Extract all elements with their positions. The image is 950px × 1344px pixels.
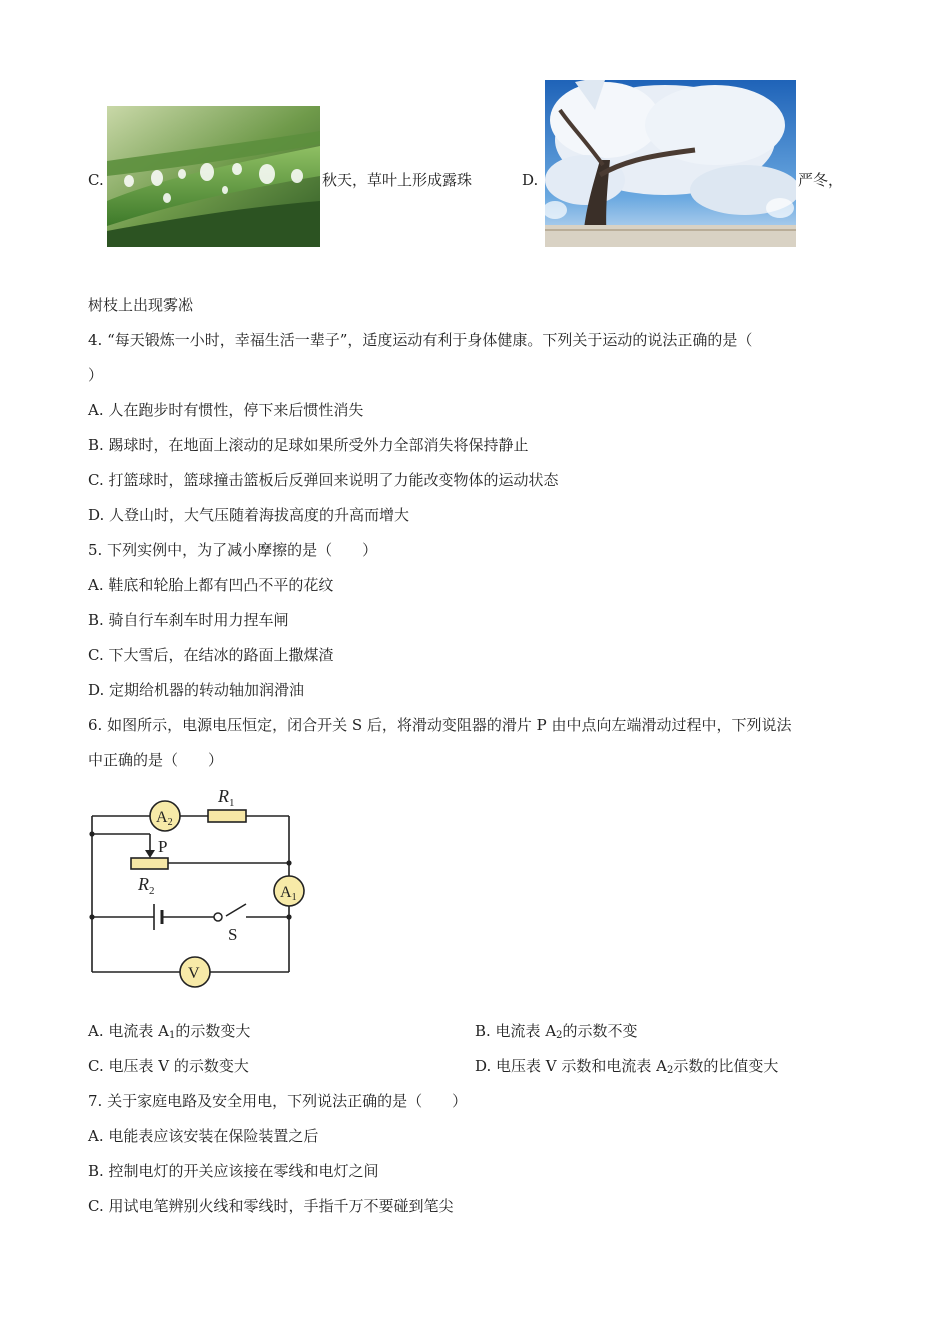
q6-option-c: C. 电压表 V 的示数变大: [88, 1057, 249, 1075]
dewdrops-on-grass-image: [107, 106, 320, 247]
q4-option-a: A. 人在跑步时有惯性，停下来后惯性消失: [88, 401, 364, 419]
slider-arrow-icon: [145, 850, 155, 858]
switch-contact: [214, 913, 222, 921]
q4-option-b: B. 踢球时，在地面上滚动的足球如果所受外力全部消失将保持静止: [88, 436, 529, 454]
q3-option-c-letter: C.: [88, 171, 104, 189]
q3-option-c-caption: 秋天，草叶上形成露珠: [322, 171, 473, 189]
r2-label: $R_2$: [138, 874, 155, 897]
q6-option-d: D. 电压表 V 示数和电流表 $A_2$示数的比值变大: [475, 1057, 779, 1076]
q7-stem: 7. 关于家庭电路及安全用电，下列说法正确的是（ ）: [88, 1092, 468, 1110]
q5-option-b: B. 骑自行车刹车时用力捏车闸: [88, 611, 289, 629]
p-label: P: [158, 837, 168, 856]
a1-label: A1: [280, 884, 297, 903]
q4-option-c: C. 打篮球时，篮球撞击篮板后反弹回来说明了力能改变物体的运动状态: [88, 471, 559, 489]
q5-option-c: C. 下大雪后，在结冰的路面上撒煤渣: [88, 646, 334, 664]
q6-stem-line-1: 6. 如图所示，电源电压恒定，闭合开关 S 后，将滑动变阻器的滑片 P 由中点向左端滑动过程中，下列说法: [88, 716, 792, 734]
q5-stem: 5. 下列实例中，为了减小摩擦的是（ ）: [88, 541, 378, 559]
q5-option-d: D. 定期给机器的转动轴加润滑油: [88, 681, 305, 699]
q7-option-c: C. 用试电笔辨别火线和零线时，手指千万不要碰到笔尖: [88, 1197, 454, 1215]
rime-tree-image: [545, 80, 796, 247]
circuit-diagram: [88, 782, 313, 997]
q4-stem-line-1: 4. “每天锻炼一小时，幸福生活一辈子”，适度运动有利于身体健康。下列关于运动的说法正确的是（: [88, 331, 753, 349]
s-label: S: [228, 925, 238, 944]
v-label: V: [188, 965, 200, 982]
a2-label: A2: [156, 809, 173, 828]
resistor-r2: [131, 858, 168, 869]
q4-option-d: D. 人登山时，大气压随着海拔高度的升高而增大: [88, 506, 410, 524]
r1-label: $R_1$: [218, 786, 235, 809]
q6-option-a: A. 电流表 $A_1$的示数变大: [88, 1022, 251, 1041]
q3-option-d-caption-cont: 树枝上出现雾凇: [88, 296, 194, 314]
q4-stem-line-2: ）: [88, 366, 104, 384]
q7-option-a: A. 电能表应该安装在保险装置之后: [88, 1127, 319, 1145]
q6-option-b: B. 电流表 $A_2$的示数不变: [475, 1022, 638, 1041]
resistor-r1: [208, 810, 246, 822]
q6-stem-line-2: 中正确的是（ ）: [88, 751, 224, 769]
q3-option-d-caption: 严冬，: [798, 171, 844, 189]
q5-option-a: A. 鞋底和轮胎上都有凹凸不平的花纹: [88, 576, 334, 594]
q7-option-b: B. 控制电灯的开关应该接在零线和电灯之间: [88, 1162, 379, 1180]
q3-option-d-letter: D.: [522, 171, 539, 189]
